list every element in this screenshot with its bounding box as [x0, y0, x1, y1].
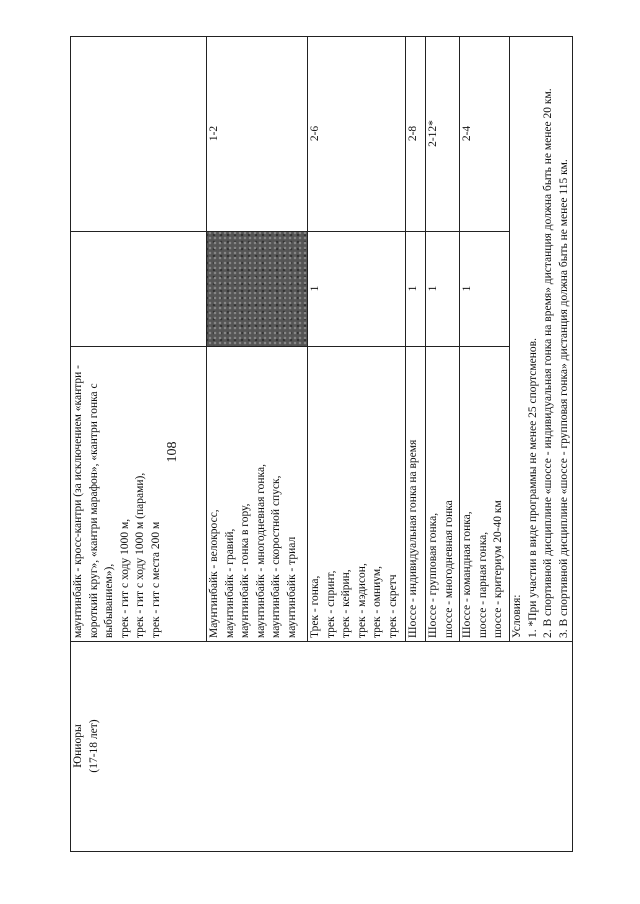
conditions-title: Условия:: [511, 594, 523, 638]
range-cell: 2-8: [406, 37, 426, 232]
discipline-cell: маунтинбайк - кросс-кантри (за исключением «кантри - короткий круг», «кантри марафон», «кантри гонка с выбыванием»), трек - гит с ходу 1000 м, трек - гит с ходу 1000 м (парами), трек - гит с места 200 м: [71, 347, 207, 642]
shaded-count-cell: [207, 232, 308, 347]
count-cell: 1: [426, 232, 460, 347]
age-group-range: (17-18 лет): [87, 719, 100, 773]
conditions-cell: [510, 37, 573, 642]
discipline-cell: Шоссе - групповая гонка, шоссе - многодневная гонка: [426, 347, 460, 642]
count-cell: 1: [460, 232, 510, 347]
count-cell: 1: [406, 232, 426, 347]
age-group-title: Юниоры: [72, 724, 84, 768]
page-number: 108: [165, 441, 180, 463]
range-cell: 2-4: [460, 37, 510, 232]
count-cell: 1: [308, 232, 406, 347]
count-cell: [71, 232, 207, 347]
range-cell: 1-2: [207, 37, 308, 232]
discipline-cell: Трек - гонка, трек - спринт, трек - кейрин, трек - мэдисон, трек - омниум, трек - скретч: [308, 347, 406, 642]
condition-item: 2. В спортивной дисциплине «шоссе - индивидуальная гонка на время» дистанция должна быть не менее 20 км.: [542, 88, 555, 638]
range-cell: 2-12*: [426, 37, 460, 232]
discipline-cell: Шоссе - индивидуальная гонка на время: [406, 347, 426, 642]
range-cell: 2-6: [308, 37, 406, 232]
norms-table: [70, 36, 573, 852]
discipline-cell: Шоссе - командная гонка, шоссе - парная гонка, шоссе - критериум 20-40 км: [460, 347, 510, 642]
condition-item: 3. В спортивной дисциплине «шоссе - групповая гонка» дистанция должна быть не менее 115 км.: [557, 159, 570, 638]
age-group-cell: [71, 642, 573, 852]
table-row: [71, 37, 207, 852]
condition-item: 1. *При участии в виде программы не менее 25 спортсменов.: [526, 338, 539, 638]
discipline-cell: Маунтинбайк - велокросс, маунтинбайк - гравий, маунтинбайк - гонка в гору, маунтинбайк - многодневная гонка, маунтинбайк - скоростной спуск, маунтинбайк - триал: [207, 347, 308, 642]
range-cell: [71, 37, 207, 232]
